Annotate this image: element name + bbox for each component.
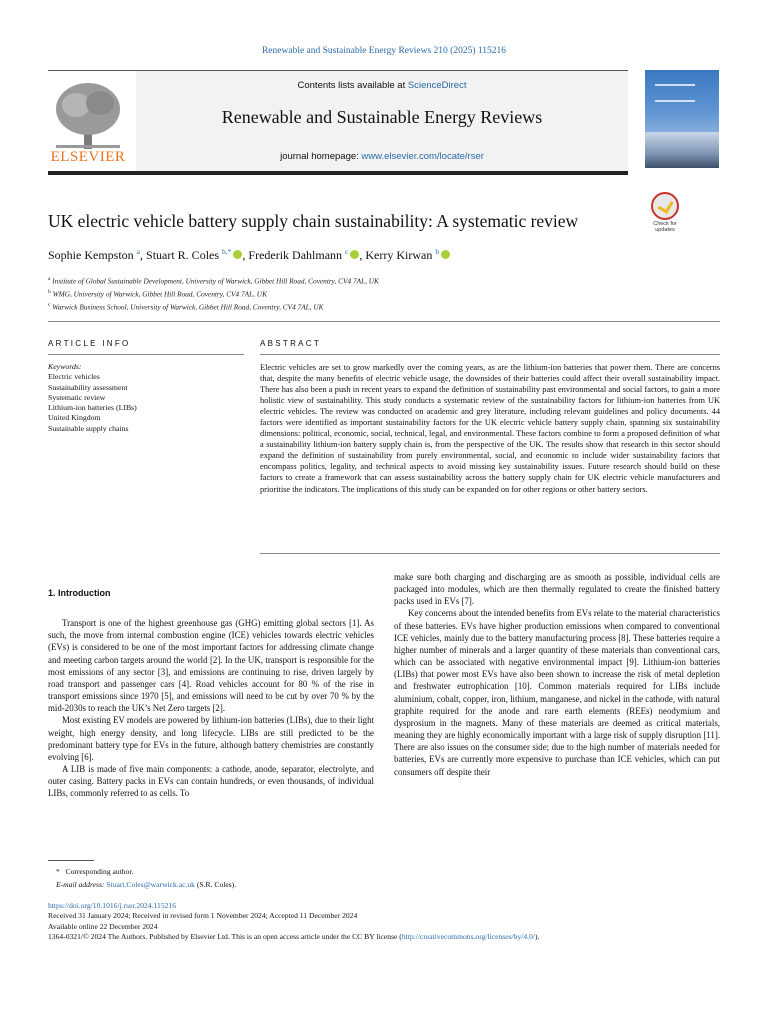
affiliations: [48, 274, 379, 313]
body-paragraph: A LIB is made of five main components: a cathode, anode, separator, electrolyte, and outer casing. Battery packs in EVs can contain hundreds, or even thousands, of individual LIBs, commonly referred to as cells. To: [48, 764, 374, 799]
check-updates-label: Check for updates: [653, 221, 677, 233]
keywords-label: Keywords:: [48, 362, 82, 371]
received-dates: Received 31 January 2024; Received in revised form 1 November 2024; Accepted 11 December 2024: [48, 911, 358, 921]
body-paragraph: make sure both charging and discharging are as smooth as possible, individual cells are packaged into modules, which are then thermally regulated to create the finished battery packs used in EVs [7].: [394, 572, 720, 607]
author-name[interactable]: Sophie Kempston: [48, 248, 134, 262]
keyword-item: Systematic review: [48, 392, 106, 402]
contents-line: [136, 80, 628, 91]
footnote-rule: [48, 860, 94, 861]
check-for-updates-button[interactable]: [648, 192, 682, 232]
cc-license-link[interactable]: http://creativecommons.org/licenses/by/4.0/: [401, 932, 535, 942]
header-divider: [48, 321, 720, 322]
cover-image: [645, 132, 719, 168]
author-affiliation-mark[interactable]: b: [435, 247, 440, 256]
journal-citation[interactable]: Renewable and Sustainable Energy Reviews 210 (2025) 115216: [261, 46, 507, 56]
corresponding-author-note: * Corresponding author.: [56, 867, 134, 876]
abstract-rule: [260, 354, 720, 355]
article-info-heading: ARTICLE INFO: [48, 339, 131, 348]
abstract-text: Electric vehicles are set to grow markedly over the coming years, as are the lithium-ion batteries that power them. There are concerns that, despite the many benefits of electric vehicle usage, the downsides of their batteries could affect their overall sustainability impact. There has also been a push in recent years to expand the definition of sustainability past environmental and social factors, to gain a more holistic view of sustainability. This study conducts a systematic review of the sustainability factors for lithium-ion batteries from UK electric vehicles. The review was conducted on academic and grey literature, including relevant guidelines and policy documents. 44 factors were identified as important sustainability factors for the UK electric vehicle battery supply chain, spanning six sustainability dimensions: political, economic, social, technical, legal, and environmental. These factors combine to form a proposed definition of what a sustainability lithium-ion battery supply chain is, from the perspective of the UK. The results show that research in this sector should expand the definition of sustainability from purely environmental, social, and economic to include wider sustainability factors that encompass politics, legality, and technical aspects to avoid missing key sustainability issues. Future research should build on these factors to create a framework that can assess sustainability across the battery supply chain for UK electric vehicle manufacturers and prioritise the indicators. The implications of this study can be expanded on for other regions or other battery sectors.: [260, 363, 720, 494]
author-name[interactable]: Stuart R. Coles: [146, 248, 220, 262]
affiliation-item: $^c$ Warwick Business School, University of Warwick, Gibbet Hill Road, Coventry, CV4 7AL, UK: [48, 301, 324, 312]
article-title: UK electric vehicle battery supply chain sustainability: A systematic review: [48, 211, 579, 231]
author-name[interactable]: Kerry Kirwan: [365, 248, 433, 262]
keywords-list: [48, 362, 137, 434]
keyword-item: Sustainable supply chains: [48, 423, 129, 433]
article-info-rule: [48, 354, 244, 355]
affiliation-item: $^b$ WMG, University of Warwick, Gibbet Hill Road, Coventry, CV4 7AL, UK: [48, 288, 267, 299]
check-updates-icon: [651, 192, 679, 220]
author-email-link[interactable]: Stuart.Coles@warwick.ac.uk: [106, 879, 195, 889]
journal-homepage-link[interactable]: www.elsevier.com/locate/rser: [361, 151, 484, 162]
email-note: E-mail address: Stuart.Coles@warwick.ac.uk (S.R. Coles).: [56, 879, 237, 889]
homepage-prefix: journal homepage:: [280, 151, 362, 162]
keyword-item: United Kingdom: [48, 413, 101, 423]
section-heading-introduction: 1. Introduction: [48, 588, 111, 598]
orcid-icon[interactable]: [350, 250, 359, 259]
author-list: Sophie Kempston $^a$, Stuart R. Coles $^{b,*}$ , Frederik Dahlmann $^c$ , Kerry Kirwan $^b$: [48, 247, 450, 263]
body-paragraph: Key concerns about the intended benefits from EVs relate to the material characteristics of these batteries. EVs have higher production emissions when compared to conventional ICE vehicles, mainly due to the battery manufacturing process [8]. These batteries require a higher number of minerals and a larger quantity of these materials than conventional cars, which can be associated with negative environmental impact [9]. Lithium-ion batteries (LIBs) that power most EVs have also been shown to increase the risk of metal depletion and freshwater eutrophication [10]. Common materials required for LIBs include aluminium, cobalt, copper, iron, lithium, manganese, and nickel in the cathode, with natural graphite required for the anode and rare earth elements (REEs) neodymium and dysprosium in the magnets. Many of these materials are deemed as critical materials, meaning they are highly economically important with a large risk of supply disruption [11]. There are also issues on the consumer side; due to the high number of materials needed for batteries, EVs are currently more expensive to purchase than ICE vehicles, which can put consumers off despite their: [394, 608, 720, 777]
body-paragraph: Transport is one of the highest greenhouse gas (GHG) emitting global sectors [1]. As such, the move from internal combustion engine (ICE) vehicles towards electric vehicles (EVs) is considered to be one of the most important factors for addressing climate change and meeting carbon targets around the world [2]. In the UK, transport is responsible for the most emissions of any sector [3], and emissions are continuing to rise, driven largely by road transport and passenger cars [4]. Road vehicles account for 80 % of the rise in transport emissions since 1970 [5], and emissions will need to be cut by over 70 % by the mid-2030s to reach the UK’s Net Zero targets [2].: [48, 618, 374, 714]
homepage-line: [136, 151, 628, 162]
body-column-right: [394, 571, 720, 778]
orcid-icon[interactable]: [233, 250, 242, 259]
body-column-left: [48, 587, 374, 800]
keyword-item: Lithium-ion batteries (LIBs): [48, 403, 137, 413]
footnotes: [56, 866, 236, 891]
keyword-item: Electric vehicles: [48, 372, 100, 382]
author-name[interactable]: Frederik Dahlmann: [248, 248, 343, 262]
abstract-bottom-divider: [260, 553, 720, 554]
contents-prefix: Contents lists available at: [297, 80, 408, 91]
affiliation-item: $^a$ Institute of Global Sustainable Development, University of Warwick, Gibbet Hill Road, Coventry, CV4 7AL, UK: [48, 276, 379, 286]
author-affiliation-mark[interactable]: a: [136, 247, 141, 256]
author-affiliation-mark[interactable]: c: [345, 247, 349, 256]
cover-title-band: [655, 84, 695, 102]
publication-info: [48, 901, 539, 943]
keyword-item: Sustainability assessment: [48, 382, 128, 392]
body-paragraph: Most existing EV models are powered by lithium-ion batteries (LIBs), due to their light weight, high energy density, and long lifecycle. LIBs are still predicted to be the predominant battery type for EVs in the future, although battery chemistries are constantly evolving [6].: [48, 715, 374, 762]
available-online-date: Available online 22 December 2024: [48, 921, 158, 931]
doi-link[interactable]: https://doi.org/10.1016/j.rser.2024.115216: [48, 901, 177, 910]
abstract-heading: ABSTRACT: [260, 339, 322, 348]
journal-masthead: [48, 70, 628, 175]
elsevier-wordmark: ELSEVIER: [50, 149, 126, 165]
journal-title: Renewable and Sustainable Energy Reviews: [221, 107, 543, 127]
author-affiliation-mark[interactable]: b,*: [222, 247, 232, 256]
orcid-icon[interactable]: [441, 250, 450, 259]
sciencedirect-link[interactable]: ScienceDirect: [407, 80, 467, 91]
journal-cover-thumbnail[interactable]: [645, 70, 719, 168]
license-line: 1364-0321/© 2024 The Authors. Published by Elsevier Ltd. This is an open access article under the CC BY license (http://creativecommons.org/licenses/by/4.0/).: [48, 932, 540, 942]
